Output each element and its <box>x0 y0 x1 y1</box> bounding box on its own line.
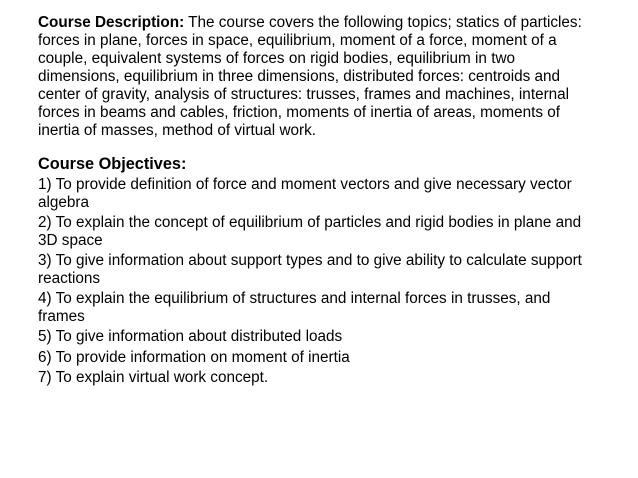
course-objectives-heading: Course Objectives: <box>38 155 187 173</box>
objective-item-2: 2) To explain the concept of equilibrium of particles and rigid bodies in plane and 3D space <box>38 214 582 249</box>
course-objectives <box>38 154 600 387</box>
objective-item-7: 7) To explain virtual work concept. <box>38 369 269 386</box>
slide-content <box>38 14 600 390</box>
course-description-label: Course Description: <box>38 14 185 31</box>
objective-item-5: 5) To give information about distributed loads <box>38 328 343 345</box>
objective-item-4: 4) To explain the equilibrium of structures and internal forces in trusses, and frames <box>38 290 551 325</box>
course-description <box>38 14 600 140</box>
course-description-text: The course covers the following topics; statics of particles: forces in plane, forces in space, equilibrium, moment of a force, moment of a couple, equivalent systems of forces on rigid bodies, equilibrium in two dimensions, equilibrium in three dimensions, distributed forces: centroids and center of gravity, analysis of structures: trusses, frames and machines, internal forces in beams and cables, friction, moments of inertia of areas, moments of inertia of masses, method of virtual work. <box>38 14 582 139</box>
objective-item-6: 6) To provide information on moment of inertia <box>38 348 350 366</box>
objective-item-3: 3) To give information about support types and to give ability to calculate support reactions <box>38 252 582 287</box>
objective-item-1: 1) To provide definition of force and moment vectors and give necessary vector algebra <box>38 176 572 211</box>
